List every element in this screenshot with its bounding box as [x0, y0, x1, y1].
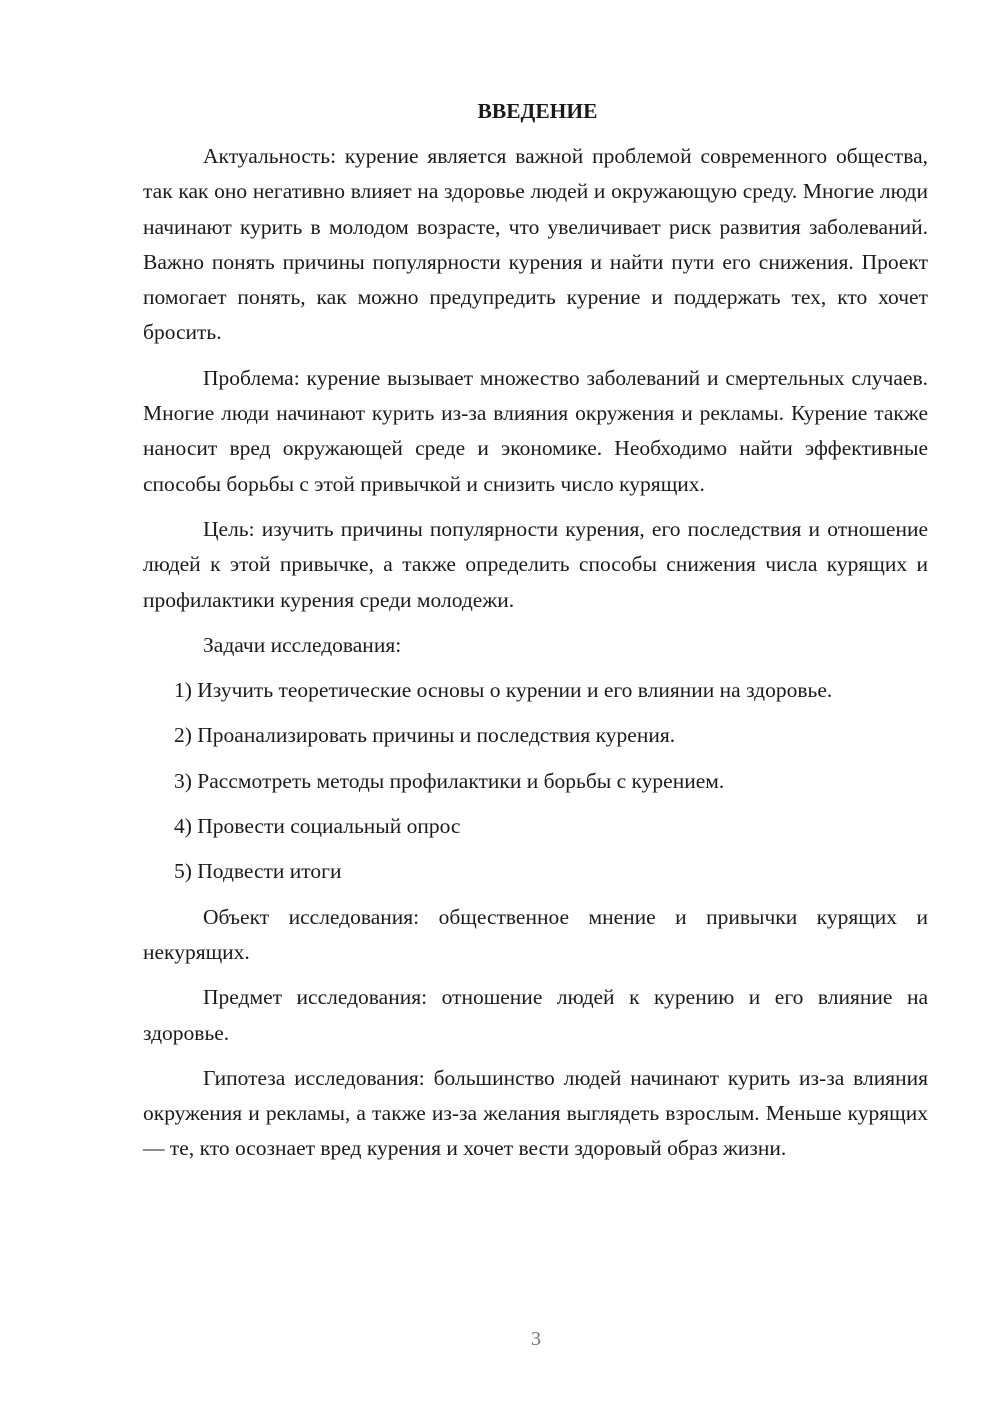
tasks-heading: Задачи исследования:: [203, 632, 402, 657]
page-number: 3: [531, 1328, 541, 1350]
list-item: 2) Проанализировать причины и последствия курения.: [174, 723, 676, 748]
paragraph-relevance: Актуальность: курение является важной проблемой современного общества, так как оно негативно влияет на здоровье людей и окружающую среду. Многие люди начинают курить в молодом возрасте, что увеличивает риск развития заболеваний. Важно понять причины популярности курения и найти пути его снижения. Проект помогает понять, как можно предупредить курение и поддержать тех, кто хочет бросить.: [143, 144, 928, 345]
paragraph-hypothesis: Гипотеза исследования: большинство людей начинают курить из-за влияния окружения и рекламы, а также из-за желания выглядеть взрослым. Меньше курящих — те, кто осознает вред курения и хочет вести здоровый образ жизни.: [143, 1065, 928, 1161]
list-item: 1) Изучить теоретические основы о курении и его влиянии на здоровье.: [174, 678, 833, 703]
page-title: ВВЕДЕНИЕ: [477, 99, 598, 123]
paragraph-goal: Цель: изучить причины популярности курения, его последствия и отношение людей к этой привычке, а также определить способы снижения числа курящих и профилактики курения среди молодежи.: [143, 516, 928, 612]
paragraph-object: Объект исследования: общественное мнение и привычки курящих и некурящих.: [143, 904, 928, 964]
paragraph-problem: Проблема: курение вызывает множество заболеваний и смертельных случаев. Многие люди начинают курить из-за влияния окружения и рекламы. Курение также наносит вред окружающей среде и экономике. Необходимо найти эффективные способы борьбы с этой привычкой и снизить число курящих.: [143, 365, 928, 496]
paragraph-subject: Предмет исследования: отношение людей к курению и его влияние на здоровье.: [143, 985, 928, 1045]
page-content: [143, 94, 928, 1177]
list-item: 3) Рассмотреть методы профилактики и борьбы с курением.: [174, 768, 725, 793]
tasks-list: [143, 673, 928, 889]
list-item: 4) Провести социальный опрос: [174, 814, 461, 839]
list-item: 5) Подвести итоги: [174, 859, 342, 884]
